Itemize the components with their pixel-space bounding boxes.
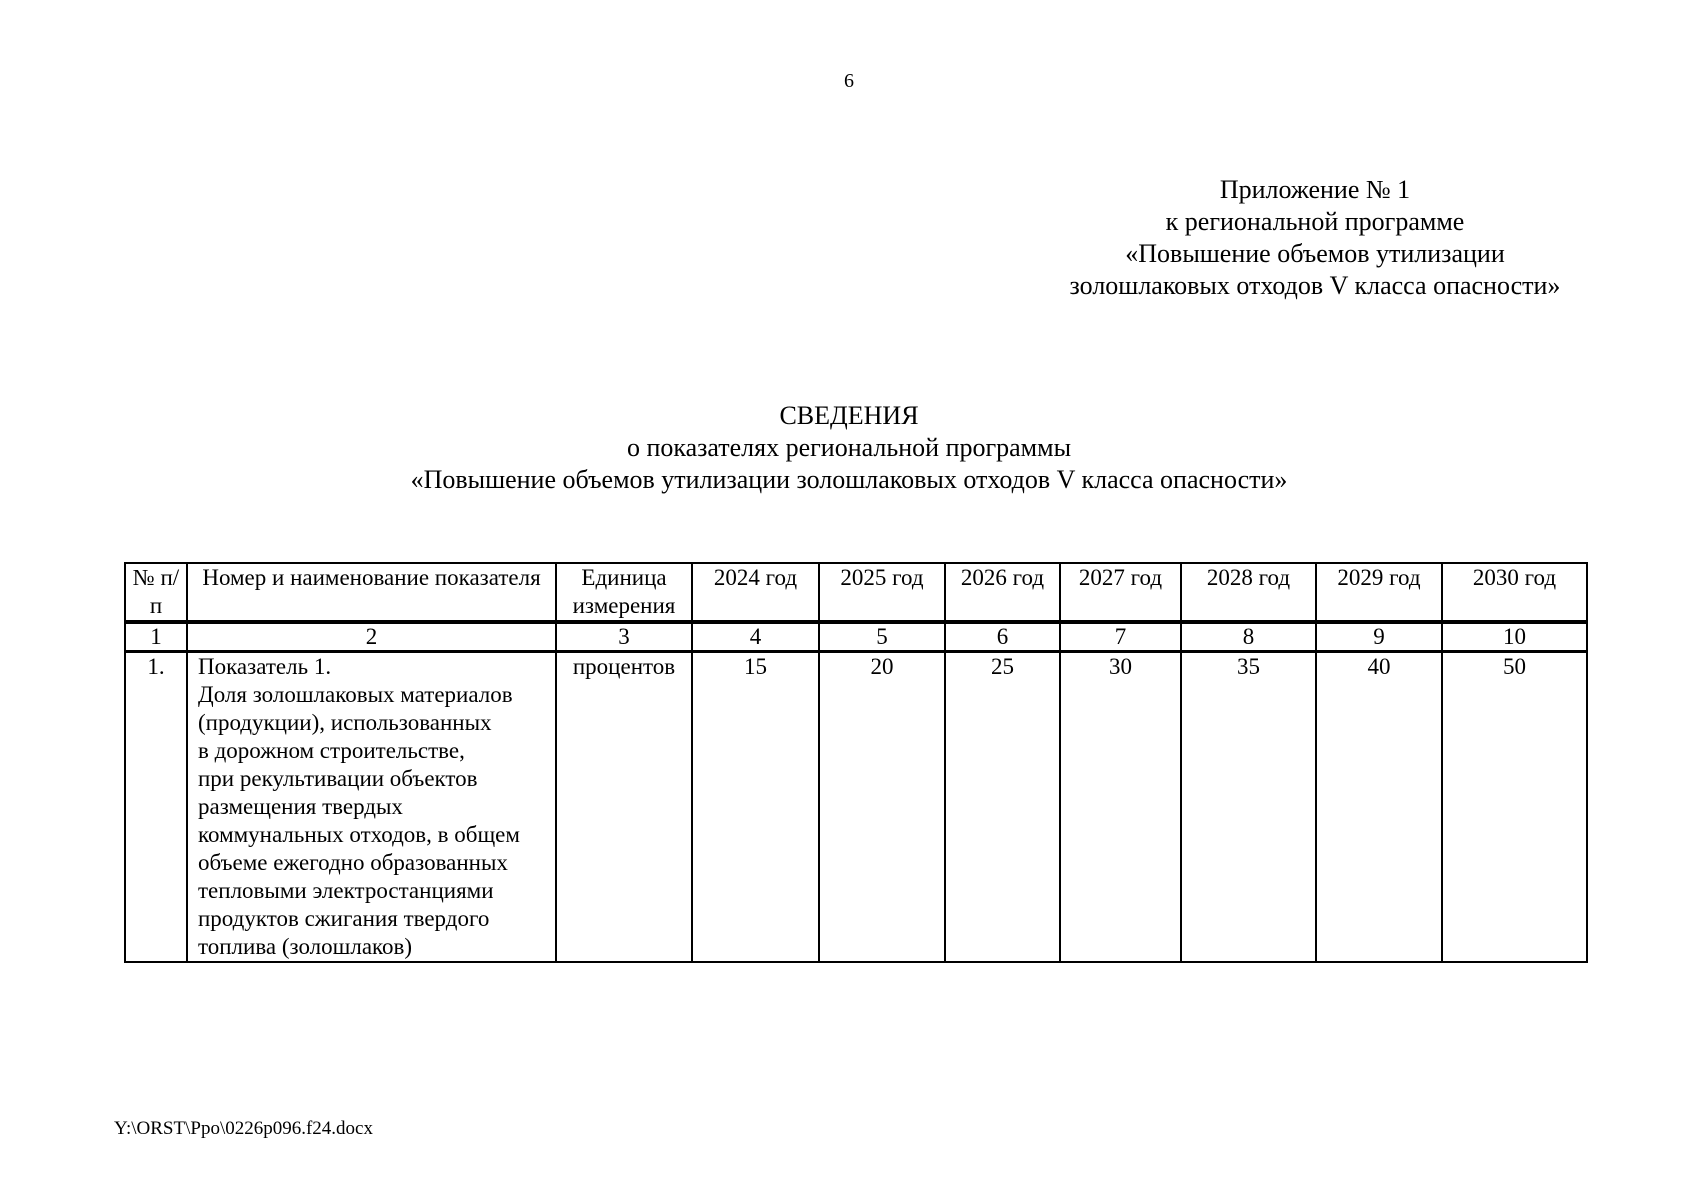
header-cell-number: № п/п xyxy=(125,563,187,622)
column-number-cell: 6 xyxy=(945,622,1060,652)
appendix-line: Приложение № 1 xyxy=(1219,175,1411,204)
header-cell-year: 2028 год xyxy=(1181,563,1316,622)
heading-subtitle: о показателях региональной программы xyxy=(626,433,1072,462)
column-number-cell: 9 xyxy=(1316,622,1442,652)
header-cell-year: 2024 год xyxy=(692,563,819,622)
column-number-cell: 2 xyxy=(187,622,556,652)
header-cell-indicator: Номер и наименование показателя xyxy=(187,563,556,622)
column-number-cell: 8 xyxy=(1181,622,1316,652)
header-cell-year: 2025 год xyxy=(819,563,945,622)
column-number-cell: 5 xyxy=(819,622,945,652)
indicator-line: Показатель 1. xyxy=(198,654,332,679)
indicator-line: коммунальных отходов, в общем xyxy=(198,822,520,847)
value-cell-2027: 30 xyxy=(1060,652,1181,963)
document-heading xyxy=(0,400,1698,496)
column-number-row xyxy=(125,622,1587,652)
appendix-header xyxy=(1020,174,1610,302)
page-number: 6 xyxy=(844,70,854,92)
indicator-line: в дорожном строительстве, xyxy=(198,738,465,763)
value-cell-2029: 40 xyxy=(1316,652,1442,963)
value-cell-2026: 25 xyxy=(945,652,1060,963)
indicator-name-cell xyxy=(187,652,556,963)
value-cell-2024: 15 xyxy=(692,652,819,963)
column-number-cell: 3 xyxy=(556,622,692,652)
value-cell-2025: 20 xyxy=(819,652,945,963)
heading-program-name: «Повышение объемов утилизации золошлаковых отходов V класса опасности» xyxy=(410,465,1288,494)
indicator-line: объеме ежегодно образованных xyxy=(198,850,508,875)
header-cell-year: 2026 год xyxy=(945,563,1060,622)
row-number-cell: 1. xyxy=(125,652,187,963)
footer-file-path: Y:\ORST\Ppo\0226p096.f24.docx xyxy=(114,1118,373,1139)
value-cell-2028: 35 xyxy=(1181,652,1316,963)
indicators-table xyxy=(124,562,1588,963)
indicators-table-wrapper xyxy=(124,562,1586,963)
column-number-cell: 4 xyxy=(692,622,819,652)
header-cell-unit: Единица измерения xyxy=(556,563,692,622)
value-cell-2030: 50 xyxy=(1442,652,1587,963)
appendix-line: «Повышение объемов утилизации xyxy=(1125,239,1505,268)
header-cell-year: 2030 год xyxy=(1442,563,1587,622)
unit-cell: процентов xyxy=(556,652,692,963)
indicator-line: при рекультивации объектов xyxy=(198,766,478,791)
indicator-line: продуктов сжигания твердого xyxy=(198,906,490,931)
column-number-cell: 7 xyxy=(1060,622,1181,652)
column-number-cell: 1 xyxy=(125,622,187,652)
indicator-line: размещения твердых xyxy=(198,794,403,819)
header-cell-year: 2029 год xyxy=(1316,563,1442,622)
table-header-row xyxy=(125,563,1587,622)
indicator-line: топлива (золошлаков) xyxy=(198,934,413,959)
appendix-line: к региональной программе xyxy=(1165,207,1465,236)
indicator-line: Доля золошлаковых материалов xyxy=(198,682,513,707)
table-row xyxy=(125,652,1587,963)
column-number-cell: 10 xyxy=(1442,622,1587,652)
indicator-line: тепловыми электростанциями xyxy=(198,878,494,903)
header-cell-year: 2027 год xyxy=(1060,563,1181,622)
heading-title: СВЕДЕНИЯ xyxy=(779,401,919,430)
indicator-line: (продукции), использованных xyxy=(198,710,492,735)
appendix-line: золошлаковых отходов V класса опасности» xyxy=(1069,271,1561,300)
